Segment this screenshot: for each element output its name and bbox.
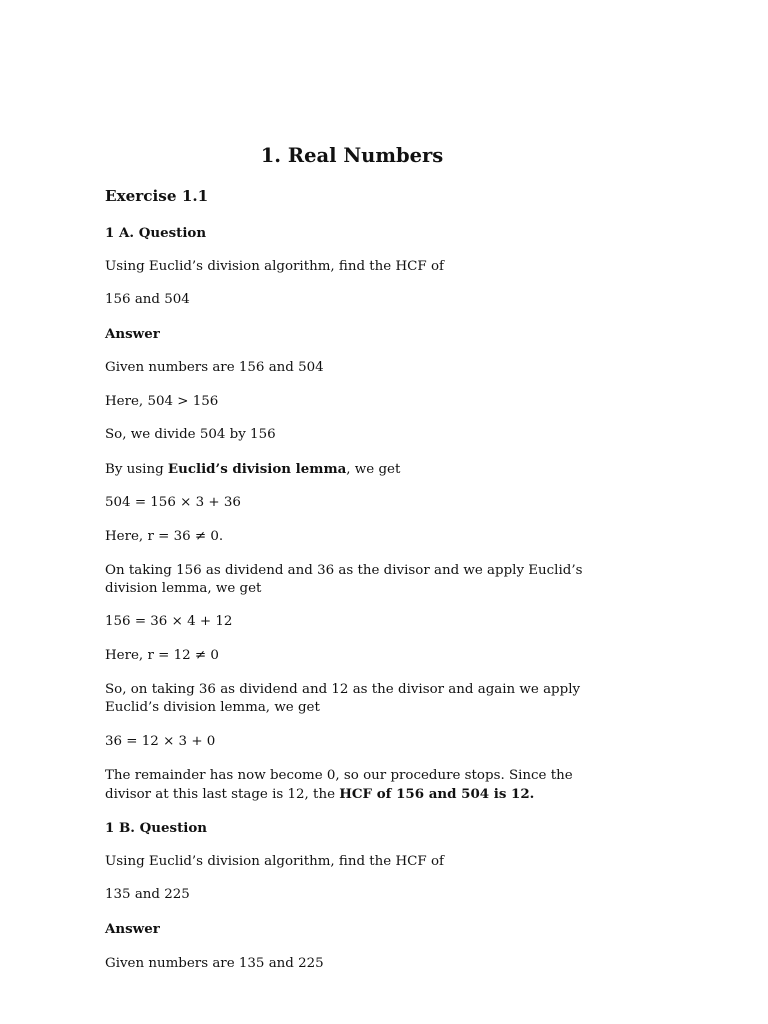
question-1b-heading: 1 B. Question xyxy=(105,820,208,836)
lemma-name: Euclid’s division lemma xyxy=(167,461,347,477)
question-1a-prompt: Using Euclid’s division algorithm, find the HCF of xyxy=(105,259,444,274)
conclusion-1a xyxy=(105,767,603,804)
conclusion-result: HCF of 156 and 504 is 12. xyxy=(339,786,535,802)
remainder-2: Here, r = 12 ≠ 0 xyxy=(105,648,219,663)
question-1a-numbers: 156 and 504 xyxy=(105,292,190,307)
lemma-prefix: By using xyxy=(105,462,168,477)
answer-1b-given: Given numbers are 135 and 225 xyxy=(105,956,324,971)
answer-1a-label: Answer xyxy=(105,326,160,342)
answer-1a-given: Given numbers are 156 and 504 xyxy=(105,360,324,375)
equation-3: 36 = 12 × 3 + 0 xyxy=(105,734,216,749)
equation-1: 504 = 156 × 3 + 36 xyxy=(105,495,241,510)
conclusion-text: The remainder has now become 0, so our procedure stops. Since the divisor at this last stage is 12, the xyxy=(105,768,573,802)
lemma-suffix: , we get xyxy=(346,462,401,477)
step-2-text: On taking 156 as dividend and 36 as the divisor and we apply Euclid’s division lemma, we get xyxy=(105,563,583,596)
step-3-text: So, on taking 36 as dividend and 12 as the divisor and again we apply Euclid’s division lemma, we get xyxy=(105,682,581,715)
answer-1a-compare: Here, 504 > 156 xyxy=(105,394,219,409)
answer-1b-label: Answer xyxy=(105,921,160,937)
answer-1a-divide: So, we divide 504 by 156 xyxy=(105,427,276,442)
answer-1a-lemma-line xyxy=(105,460,605,479)
chapter-title: 1. Real Numbers xyxy=(260,144,444,167)
remainder-1: Here, r = 36 ≠ 0. xyxy=(105,529,224,544)
equation-2: 156 = 36 × 4 + 12 xyxy=(105,614,233,629)
question-1b-prompt: Using Euclid’s division algorithm, find the HCF of xyxy=(105,854,444,869)
exercise-title: Exercise 1.1 xyxy=(105,187,209,205)
question-1a-heading: 1 A. Question xyxy=(105,225,207,241)
question-1b-numbers: 135 and 225 xyxy=(105,887,190,902)
